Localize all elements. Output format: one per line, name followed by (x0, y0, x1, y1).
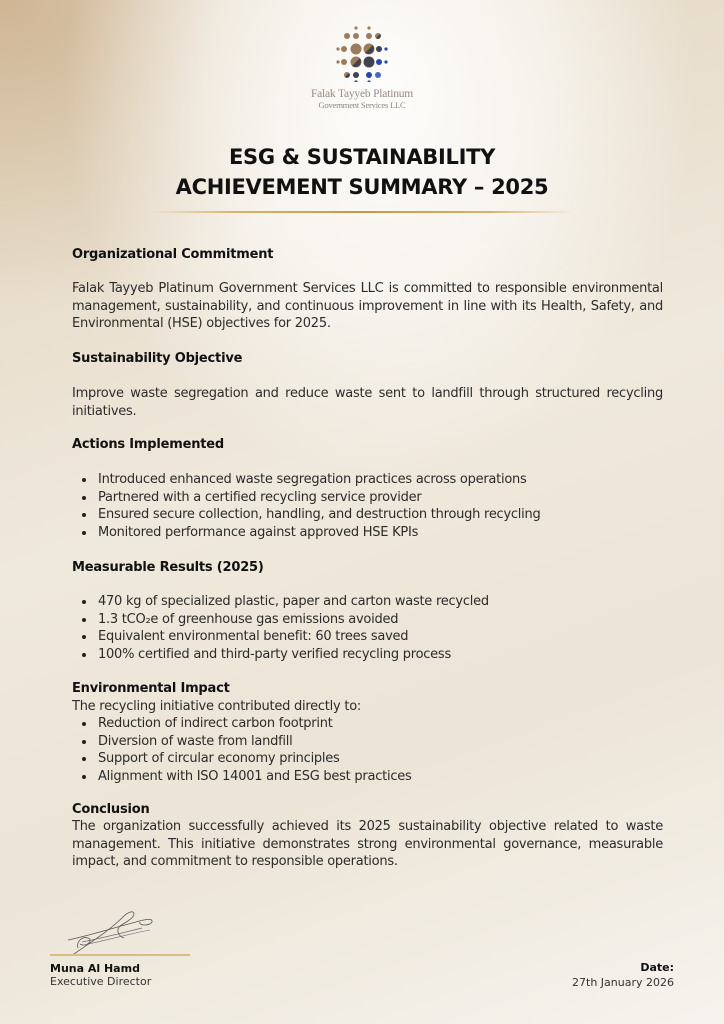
list-item (82, 524, 673, 542)
results-list (72, 593, 673, 663)
logo-dot (353, 72, 359, 78)
logo-dot (341, 46, 347, 52)
bullet-icon (82, 496, 86, 500)
list-item-text: 1.3 tCO₂e of greenhouse gas emissions avoided (98, 611, 399, 627)
logo-company-subtitle: Government Services LLC (318, 100, 406, 110)
bullet-icon (82, 653, 86, 657)
list-item (82, 471, 673, 489)
logo-dot (344, 33, 350, 39)
paragraph-environmental-impact-intro: The recycling initiative contributed directly to: (72, 699, 362, 714)
list-item-text: 470 kg of specialized plastic, paper and carton waste recycled (98, 594, 489, 609)
list-item (82, 506, 673, 524)
logo-dot (375, 72, 381, 78)
list-item-text: Introduced enhanced waste segregation practices across operations (98, 472, 527, 487)
heading-environmental-impact: Environmental Impact (72, 681, 230, 696)
list-item (82, 593, 673, 611)
bullet-icon (82, 740, 86, 744)
paragraph-conclusion: The organization successfully achieved its 2025 sustainability objective related to waste management. This initiative demonstrates strong environmental governance, measurable impact, and commitment to responsible operations. (72, 819, 663, 869)
list-item-text: Ensured secure collection, handling, and destruction through recycling (98, 507, 541, 522)
heading-conclusion: Conclusion (72, 802, 150, 817)
paragraph-sustainability-objective: Improve waste segregation and reduce waste sent to landfill through structured recycling initiatives. (72, 386, 663, 419)
list-item (82, 733, 673, 751)
logo-dot (336, 60, 339, 63)
list-item (82, 628, 673, 646)
heading-sustainability-objective: Sustainability Objective (72, 351, 243, 366)
list-item-text: Reduction of indirect carbon footprint (98, 716, 333, 731)
date-block (572, 961, 674, 991)
date-label: Date: (640, 961, 674, 974)
bullet-icon (82, 513, 86, 517)
date-value: 27th January 2026 (572, 976, 674, 989)
list-item (82, 646, 673, 664)
title-divider (150, 211, 574, 213)
bullet-icon (82, 478, 86, 482)
list-item-text: Equivalent environmental benefit: 60 trees saved (98, 629, 409, 644)
list-item-text: Support of circular economy principles (98, 751, 340, 766)
logo-dot (341, 59, 347, 65)
signatory-name: Muna Al Hamd (50, 962, 140, 975)
logo-dot (354, 80, 357, 82)
logo-dot (376, 46, 382, 52)
list-item-text: Alignment with ISO 14001 and ESG best practices (98, 768, 412, 784)
bullet-icon (82, 775, 86, 779)
list-item (82, 489, 673, 507)
actions-list (72, 471, 673, 541)
logo-dot (384, 47, 387, 50)
logo-dot (364, 57, 375, 68)
bullet-icon (82, 618, 86, 622)
dot-matrix-logo-icon (332, 26, 392, 82)
logo-dot (367, 26, 370, 29)
list-item-text: Partnered with a certified recycling service provider (98, 489, 422, 505)
heading-measurable-results: Measurable Results (2025) (72, 560, 264, 575)
title-line-2: ACHIEVEMENT SUMMARY – 2025 (175, 175, 549, 199)
logo-dot (354, 26, 357, 29)
bullet-icon (82, 722, 86, 726)
paragraph-organizational-commitment: Falak Tayyeb Platinum Government Services LLC is committed to responsible environmental management, sustainability, and continuous improvement in line with its Health, Safety, and Environmental (HSE) objectives for 2025. (72, 281, 663, 331)
bullet-icon (82, 600, 86, 604)
page-title (0, 142, 724, 202)
list-item (82, 715, 673, 733)
list-item-text: 100% certified and third-party verified recycling process (98, 646, 451, 662)
logo-dot (336, 47, 339, 50)
list-item-text: Monitored performance against approved HSE KPIs (98, 524, 419, 540)
logo-dot (376, 59, 382, 65)
logo-dot (366, 72, 372, 78)
list-item-text: Diversion of waste from landfill (98, 733, 293, 749)
logo-dot (367, 80, 370, 82)
signature-line (50, 954, 190, 956)
logo-dot (353, 33, 359, 39)
impact-list (72, 715, 673, 785)
heading-actions-implemented: Actions Implemented (72, 437, 225, 452)
logo-dot (366, 33, 372, 39)
logo-dot (351, 44, 362, 55)
company-logo (0, 26, 724, 110)
title-line-1: ESG & SUSTAINABILITY (228, 145, 496, 169)
bullet-icon (82, 757, 86, 761)
bullet-icon (82, 531, 86, 535)
signature-icon (58, 908, 168, 956)
logo-dot (384, 60, 387, 63)
list-item (82, 750, 673, 768)
heading-organizational-commitment: Organizational Commitment (72, 247, 274, 262)
list-item (82, 611, 673, 629)
signatory-role: Executive Director (50, 975, 152, 988)
list-item (82, 768, 673, 786)
bullet-icon (82, 635, 86, 639)
logo-company-name: Falak Tayyeb Platinum (310, 88, 414, 100)
